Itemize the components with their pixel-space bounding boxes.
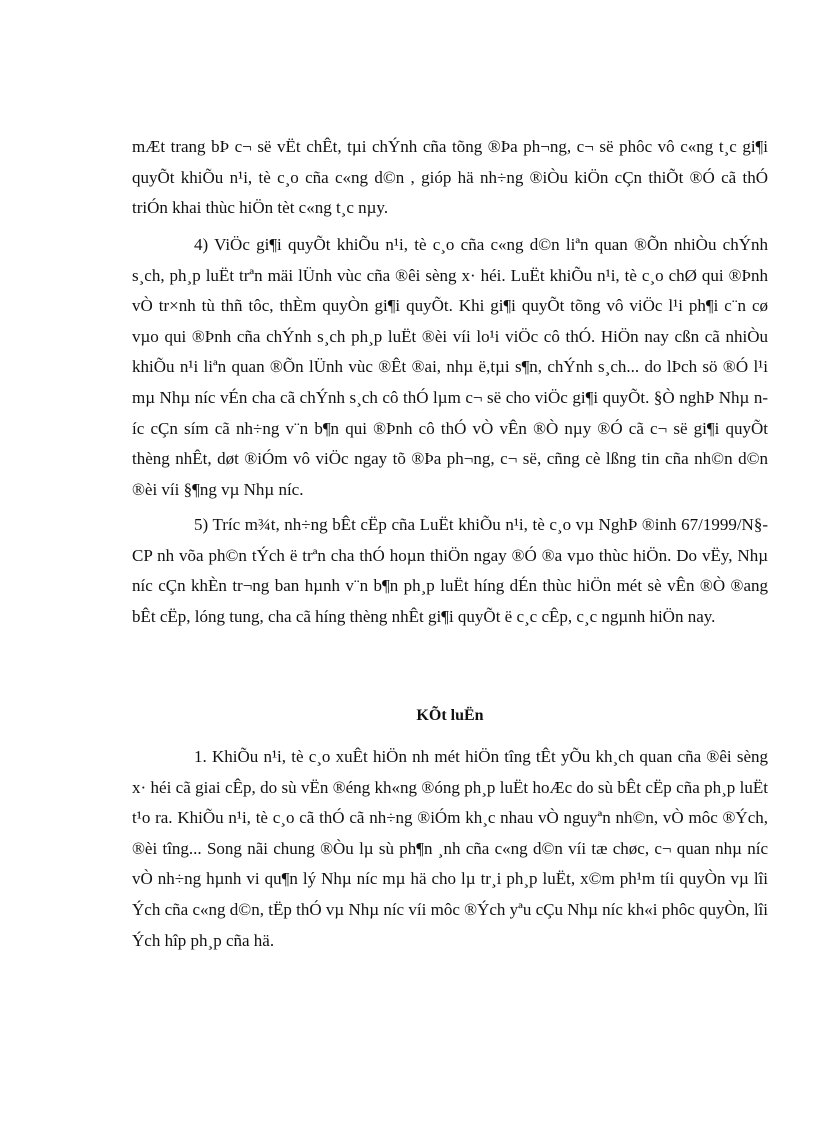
paragraph-item-5: 5) Tríc m¾t, nh÷ng bÊt cËp cña LuËt khiÕu n¹i, tè c¸o vµ NghÞ ®inh 67/1999/N§-CP nh võa ph©n tÝch ë trªn cha thÓ hoµn thiÖn ngay ®Ó ®a vµo thùc hiÖn. Do vËy, Nhµ níc cÇn khÈn tr¬ng ban hµnh v¨n b¶n ph¸p luËt híng dÉn thùc hiÖn mét sè vÊn ®Ò ®ang bÊt cËp, lóng tung, cha cã híng thèng nhÊt gi¶i quyÕt ë c¸c cÊp, c¸c ngµnh hiÖn nay.	[132, 515, 768, 626]
paragraph-item-4: 4) ViÖc gi¶i quyÕt khiÕu n¹i, tè c¸o cña c«ng d©n liªn quan ®Õn nhiÒu chÝnh s¸ch, ph¸p luËt trªn mäi lÜnh vùc cña ®êi sèng x· héi. LuËt khiÕu n¹i, tè c¸o chØ qui ®Þnh vÒ tr×nh tù thñ tôc, thÈm quyÒn gi¶i quyÕt. Khi gi¶i quyÕt tõng vô viÖc l¹i ph¶i c¨n cø vµo qui ®Þnh cña chÝnh s¸ch ph¸p luËt ®èi víi lo¹i viÖc cô thÓ. HiÖn nay cßn cã nhiÒu khiÕu n¹i liªn quan ®Õn lÜnh vùc ®Êt ®ai, nhµ ë,tµi s¶n, chÝnh s¸ch... do lÞch sö ®Ó l¹i mµ Nhµ níc vÉn cha cã chÝnh s¸ch cô thÓ lµm c¬ së cho viÖc gi¶i quyÕt. §Ò nghÞ Nhµ níc cÇn sím cã nh÷ng v¨n b¶n qui ®Þnh cô thÓ vÒ vÊn ®Ò nµy ®Ó cã c¬ së gi¶i quyÕt thèng nhÊt, døt ®iÓm vô viÖc ngay tõ ®Þa ph¬ng, c¬ së, cñng cè lßng tin cña nh©n d©n ®èi víi §¶ng vµ Nhµ níc.	[132, 235, 768, 499]
section-heading: KÕt luËn	[416, 707, 484, 724]
paragraph-conclusion: 1. KhiÕu n¹i, tè c¸o xuÊt hiÖn nh mét hiÖn tîng tÊt yÕu kh¸ch quan cña ®êi sèng x· héi cã giai cÊp, do sù vËn ®éng kh«ng ®óng ph¸p luËt hoÆc do sù bÊt cËp cña ph¸p luËt t¹o ra. KhiÕu n¹i, tè c¸o cã thÓ cã nh÷ng ®iÓm kh¸c nhau vÒ nguyªn nh©n, vÒ môc ®Ých, ®èi tîng... Song nãi chung ®Òu lµ sù ph¶n ¸nh cña c«ng d©n víi tæ chøc, c¬ quan nhµ níc vÒ nh÷ng hµnh vi qu¶n lý Nhµ níc mµ hä cho lµ tr¸i ph¸p luËt, x©m ph¹m tíi quyÒn vµ lîi Ých cña c«ng d©n, tËp thÓ vµ Nhµ níc víi môc ®Ých yªu cÇu Nhµ níc kh«i phôc quyÒn, lîi Ých hîp ph¸p cña hä.	[132, 747, 768, 950]
paragraph-continuation: mÆt trang bÞ c¬ së vËt chÊt, tµi chÝnh cña tõng ®Þa ph¬ng, c¬ së phôc vô c«ng t¸c gi¶i quyÕt khiÕu n¹i, tè c¸o cña c«ng d©n , gióp hä nh÷ng ®iÒu kiÖn cÇn thiÕt ®Ó cã thÓ triÓn khai thùc hiÖn tèt c«ng t¸c nµy.	[132, 137, 768, 218]
